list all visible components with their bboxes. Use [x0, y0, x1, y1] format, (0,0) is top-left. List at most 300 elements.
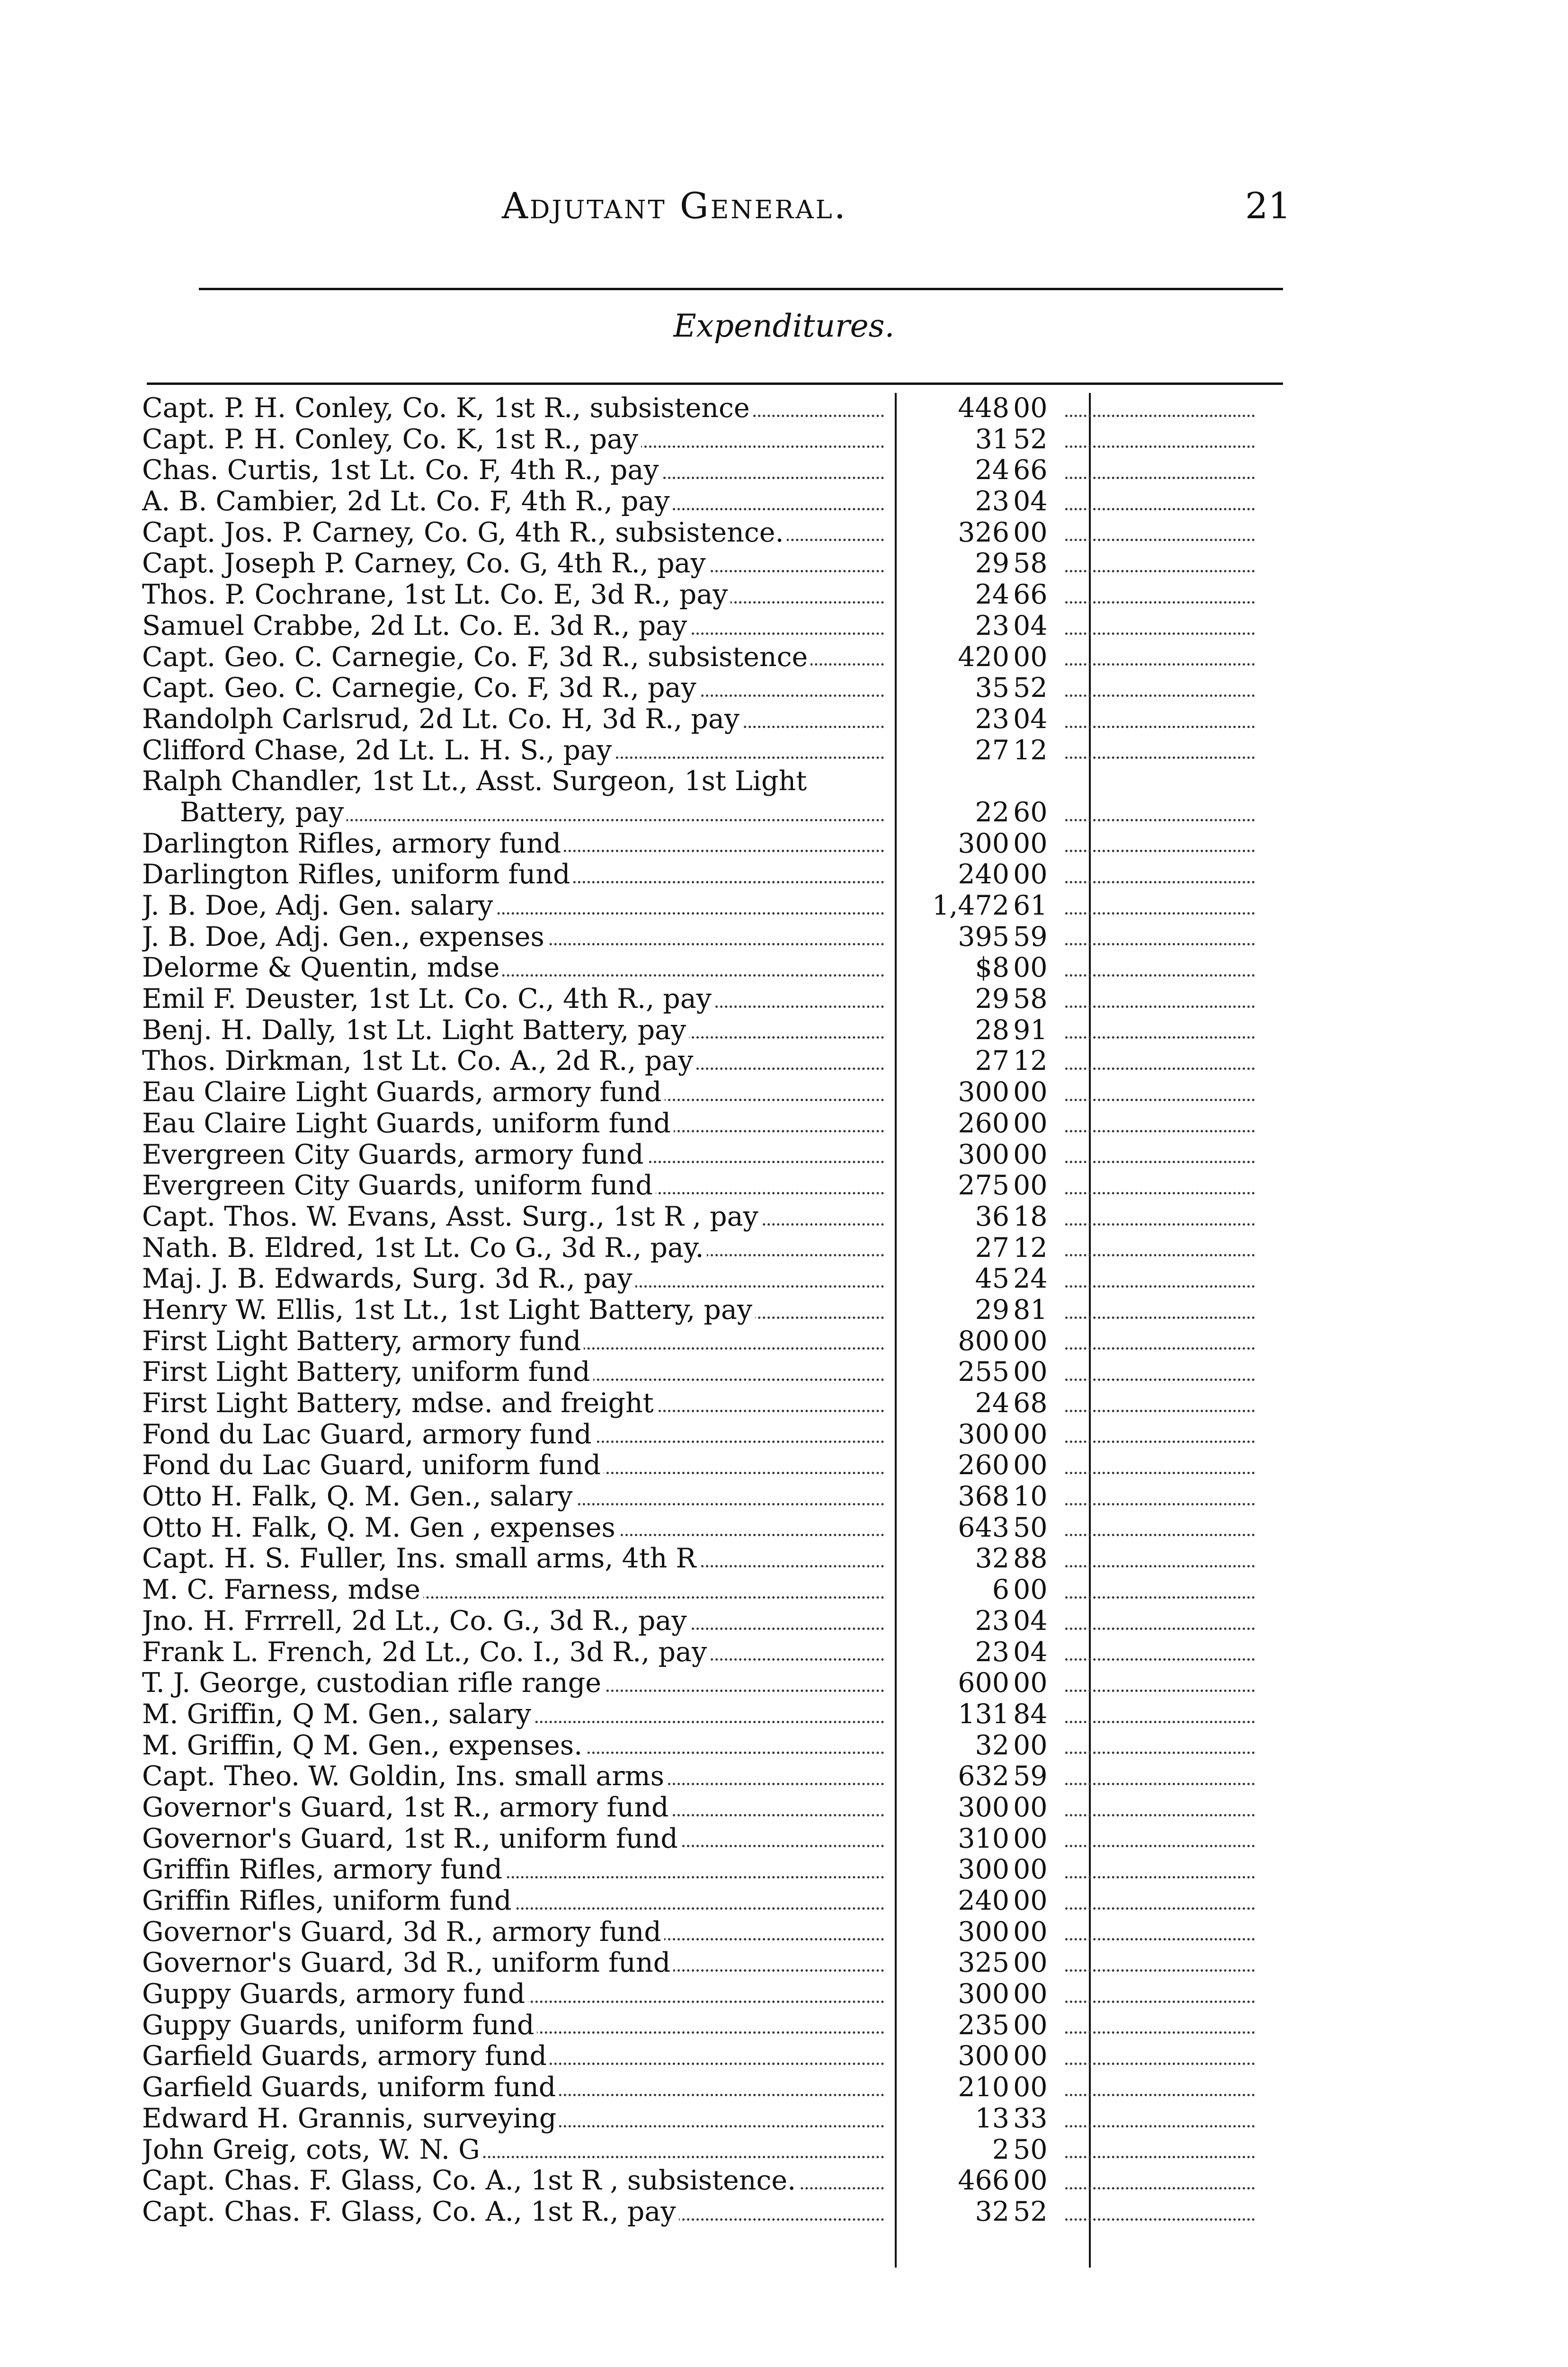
amount-dollars: 27 — [975, 734, 1009, 766]
total-column-leader — [1065, 1907, 1255, 1910]
table-row — [142, 642, 1278, 673]
table-row — [142, 1139, 1278, 1171]
amount-cents: 04 — [1013, 1605, 1048, 1637]
table-row — [142, 393, 1278, 424]
table-row — [142, 548, 1278, 579]
table-row — [142, 1886, 1278, 1917]
description-text: Fond du Lac Guard, uniform fund — [142, 1450, 604, 1481]
row-description — [142, 455, 890, 486]
description-text: Capt. Thos. W. Evans, Asst. Surg., 1st R , pay — [142, 1201, 761, 1232]
table-row — [142, 517, 1278, 549]
table-row — [142, 455, 1278, 486]
amount-dollars: 45 — [975, 1263, 1009, 1295]
description-text: Emil F. Deuster, 1st Lt. Co. C., 4th R., pay — [142, 984, 714, 1014]
row-description — [142, 1326, 890, 1357]
total-column-leader — [1065, 1938, 1255, 1940]
row-description — [142, 766, 890, 797]
description-text: J. B. Doe, Adj. Gen. salary — [142, 890, 496, 921]
total-column-leader — [1065, 819, 1255, 821]
total-column-leader — [1065, 1441, 1255, 1443]
amount-cents: 52 — [1013, 672, 1048, 704]
table-row — [142, 704, 1278, 735]
row-description — [142, 1015, 890, 1046]
amount-cents: 00 — [1013, 1885, 1048, 1916]
amount-dollars: 27 — [975, 1045, 1009, 1077]
table-row — [142, 1264, 1278, 1295]
description-text: Clifford Chase, 2d Lt. L. H. S., pay — [142, 735, 615, 766]
description-text: Capt. Chas. F. Glass, Co. A., 1st R., pay — [142, 2197, 679, 2227]
total-column-leader — [1065, 1814, 1255, 1816]
row-description — [142, 1761, 890, 1792]
table-row — [142, 1419, 1278, 1450]
total-column-leader — [1065, 1223, 1255, 1226]
amount-cents: 84 — [1013, 1698, 1048, 1730]
amount-cents: 00 — [1013, 2165, 1048, 2197]
amount-cents: 24 — [1013, 1263, 1048, 1295]
table-row — [142, 735, 1278, 766]
amount-cents: 59 — [1013, 1761, 1048, 1792]
description-text: Thos. P. Cochrane, 1st Lt. Co. E, 3d R., pay — [142, 579, 731, 610]
amount-cents: 00 — [1013, 392, 1048, 424]
table-row — [142, 2072, 1278, 2103]
amount-cents: 10 — [1013, 1481, 1048, 1513]
row-description — [142, 424, 890, 455]
description-text: Eau Claire Light Guards, armory fund — [142, 1077, 665, 1108]
total-column-leader — [1065, 1845, 1255, 1847]
description-text: Capt. P. H. Conley, Co. K, 1st R., pay — [142, 424, 641, 455]
table-row — [142, 1046, 1278, 1077]
description-text: M. Griffin, Q M. Gen., expenses. — [142, 1730, 585, 1761]
row-description — [142, 1699, 890, 1730]
amount-dollars: 800 — [958, 1325, 1009, 1357]
description-text: Chas. Curtis, 1st Lt. Co. F, 4th R., pay — [142, 455, 662, 486]
amount-dollars: 643 — [958, 1512, 1009, 1543]
amount-cents: 00 — [1013, 1139, 1048, 1170]
amount-cents: 00 — [1013, 1729, 1048, 1761]
amount-dollars: 210 — [958, 2072, 1009, 2103]
table-row — [142, 1606, 1278, 1637]
row-description — [142, 922, 890, 953]
amount-dollars: 31 — [975, 423, 1009, 455]
description-text: T. J. George, custodian rifle range — [142, 1668, 604, 1699]
amount-cents: 00 — [1013, 2072, 1048, 2103]
row-description — [142, 2197, 890, 2228]
amount-dollars: 23 — [975, 703, 1009, 735]
description-text: Governor's Guard, 3d R., uniform fund — [142, 1948, 673, 1978]
row-description — [142, 1077, 890, 1108]
total-column-leader — [1065, 1379, 1255, 1381]
row-description — [142, 1170, 890, 1201]
row-description — [142, 1139, 890, 1171]
description-text: A. B. Cambier, 2d Lt. Co. F, 4th R., pay — [142, 486, 673, 517]
amount-dollars: 300 — [958, 1139, 1009, 1170]
total-column-leader — [1065, 2156, 1255, 2158]
total-column-leader — [1065, 570, 1255, 572]
amount-cents: 66 — [1013, 454, 1048, 486]
total-column-leader — [1065, 1192, 1255, 1194]
total-column-leader — [1065, 1876, 1255, 1878]
row-description — [142, 548, 890, 579]
amount-cents: 00 — [1013, 1854, 1048, 1886]
amount-dollars: 24 — [975, 454, 1009, 486]
description-text: Fond du Lac Guard, armory fund — [142, 1419, 595, 1450]
amount-cents: 00 — [1013, 1667, 1048, 1699]
amount-dollars: 300 — [958, 1418, 1009, 1450]
table-row — [142, 952, 1278, 984]
total-column-leader — [1065, 1068, 1255, 1070]
description-text: Darlington Rifles, uniform fund — [142, 859, 573, 890]
table-row — [142, 1979, 1278, 2010]
amount-cents: 00 — [1013, 1418, 1048, 1450]
total-column-leader — [1065, 1472, 1255, 1474]
amount-cents: 68 — [1013, 1388, 1048, 1419]
amount-cents: 60 — [1013, 796, 1048, 828]
table-row — [142, 2103, 1278, 2135]
row-description — [142, 1481, 890, 1513]
description-text: Griffin Rifles, armory fund — [142, 1854, 505, 1885]
table-row — [142, 1575, 1278, 1606]
amount-dollars: 240 — [958, 859, 1009, 890]
running-header — [0, 185, 1568, 237]
description-text: M. Griffin, Q M. Gen., salary — [142, 1699, 534, 1730]
description-text: Samuel Crabbe, 2d Lt. Co. E. 3d R., pay — [142, 611, 690, 641]
amount-dollars: 260 — [958, 1450, 1009, 1481]
total-column-leader — [1065, 726, 1255, 728]
row-description — [142, 1824, 890, 1855]
description-text: Guppy Guards, uniform fund — [142, 2010, 537, 2041]
amount-dollars: 27 — [975, 1232, 1009, 1264]
amount-dollars: 300 — [958, 1077, 1009, 1108]
amount-cents: 04 — [1013, 486, 1048, 517]
description-text: First Light Battery, mdse. and freight — [142, 1388, 657, 1419]
table-row — [142, 579, 1278, 611]
total-column-leader — [1065, 2187, 1255, 2189]
total-column-leader — [1065, 1006, 1255, 1008]
amount-dollars: 300 — [958, 1791, 1009, 1823]
total-column-leader — [1065, 1130, 1255, 1132]
row-description — [142, 1917, 890, 1948]
table-row — [142, 922, 1278, 953]
amount-dollars: 32 — [975, 1543, 1009, 1575]
row-description — [142, 579, 890, 611]
total-column-leader — [1065, 1969, 1255, 1972]
amount-cents: 88 — [1013, 1543, 1048, 1575]
amount-cents: 18 — [1013, 1201, 1048, 1232]
table-row — [142, 1637, 1278, 1668]
amount-cents: 00 — [1013, 1077, 1048, 1108]
amount-dollars: 32 — [975, 1729, 1009, 1761]
row-description — [142, 1792, 890, 1824]
description-text: Capt. Jos. P. Carney, Co. G, 4th R., subsistence. — [142, 517, 787, 548]
total-column-leader — [1065, 1036, 1255, 1039]
description-text: Edward H. Grannis, surveying — [142, 2103, 559, 2134]
amount-cents: 59 — [1013, 921, 1048, 952]
total-column-leader — [1065, 1161, 1255, 1163]
total-column-leader — [1065, 1099, 1255, 1101]
amount-dollars: 32 — [975, 2196, 1009, 2227]
table-row — [142, 1854, 1278, 1886]
amount-dollars: 300 — [958, 828, 1009, 859]
total-column-leader — [1065, 850, 1255, 852]
table-row — [142, 1668, 1278, 1699]
row-description — [142, 704, 890, 735]
amount-cents: 00 — [1013, 1978, 1048, 2010]
total-column-leader — [1065, 1658, 1255, 1661]
amount-dollars: 36 — [975, 1201, 1009, 1232]
amount-cents: 00 — [1013, 828, 1048, 859]
table-row — [142, 2010, 1278, 2041]
row-description — [142, 1201, 890, 1233]
description-text: Capt. Joseph P. Carney, Co. G, 4th R., pay — [142, 548, 709, 579]
total-column-leader — [1065, 2063, 1255, 2065]
table-row — [142, 1761, 1278, 1792]
row-description — [142, 2165, 890, 2197]
table-row — [142, 1699, 1278, 1730]
amount-cents: 00 — [1013, 1574, 1048, 1606]
amount-cents: 81 — [1013, 1294, 1048, 1326]
amount-dollars: 235 — [958, 2009, 1009, 2041]
row-description — [142, 890, 890, 922]
table-row — [142, 1917, 1278, 1948]
total-column-leader — [1065, 943, 1255, 945]
total-column-leader — [1065, 477, 1255, 479]
description-text: First Light Battery, uniform fund — [142, 1357, 593, 1388]
amount-dollars: 23 — [975, 1636, 1009, 1668]
amount-dollars: 395 — [958, 921, 1009, 952]
amount-cents: 00 — [1013, 1107, 1048, 1139]
amount-cents: 00 — [1013, 641, 1048, 673]
amount-cents: 00 — [1013, 516, 1048, 548]
amount-dollars: 448 — [958, 392, 1009, 424]
row-description — [142, 1388, 890, 1419]
amount-dollars: $8 — [975, 952, 1009, 984]
amount-dollars: 13 — [975, 2102, 1009, 2134]
table-row — [142, 828, 1278, 860]
amount-cents: 12 — [1013, 1232, 1048, 1264]
amount-dollars: 600 — [958, 1667, 1009, 1699]
amount-dollars: 310 — [958, 1823, 1009, 1854]
total-column-leader — [1065, 974, 1255, 977]
amount-cents: 00 — [1013, 1791, 1048, 1823]
amount-cents: 04 — [1013, 1636, 1048, 1668]
table-row — [142, 2135, 1278, 2166]
table-row — [142, 1481, 1278, 1513]
description-text: Capt. Theo. W. Goldin, Ins. small arms — [142, 1761, 667, 1792]
table-row — [142, 1077, 1278, 1108]
amount-dollars: 260 — [958, 1107, 1009, 1139]
amount-dollars: 23 — [975, 486, 1009, 517]
row-description — [142, 828, 890, 860]
row-description — [142, 1668, 890, 1699]
total-column-leader — [1065, 2094, 1255, 2096]
row-description — [142, 735, 890, 766]
amount-dollars: 131 — [958, 1698, 1009, 1730]
description-text: Capt. Geo. C. Carnegie, Co. F, 3d R., pay — [142, 673, 699, 703]
row-description — [142, 1854, 890, 1886]
total-column-leader — [1065, 2031, 1255, 2034]
description-text: Eau Claire Light Guards, uniform fund — [142, 1108, 674, 1139]
table-row — [142, 1108, 1278, 1139]
amount-cents: 58 — [1013, 548, 1048, 579]
row-description — [142, 2041, 890, 2072]
description-text: Jno. H. Frrrell, 2d Lt., Co. G., 3d R., pay — [142, 1606, 690, 1637]
amount-cents: 12 — [1013, 734, 1048, 766]
amount-cents: 00 — [1013, 952, 1048, 984]
row-description — [142, 2072, 890, 2103]
description-text: Governor's Guard, 1st R., uniform fund — [142, 1824, 681, 1854]
amount-dollars: 22 — [975, 796, 1009, 828]
row-description — [142, 1264, 890, 1295]
amount-dollars: 6 — [992, 1574, 1009, 1606]
description-text: Henry W. Ellis, 1st Lt., 1st Light Battery, pay — [142, 1295, 755, 1326]
row-description — [142, 642, 890, 673]
table-row — [142, 1326, 1278, 1357]
row-description — [142, 1046, 890, 1077]
table-row — [142, 1233, 1278, 1264]
amount-cents: 00 — [1013, 2009, 1048, 2041]
row-description — [142, 1886, 890, 1917]
page-title: Adjutant General. — [502, 185, 847, 227]
amount-cents: 00 — [1013, 1947, 1048, 1979]
amount-cents: 61 — [1013, 890, 1048, 921]
row-description — [142, 486, 890, 517]
total-column-leader — [1065, 632, 1255, 635]
table-row — [142, 1792, 1278, 1824]
amount-cents: 52 — [1013, 423, 1048, 455]
total-column-leader — [1065, 1317, 1255, 1319]
row-description — [142, 2010, 890, 2041]
description-text: Delorme & Quentin, mdse — [142, 952, 502, 983]
description-text: Battery, pay — [180, 797, 347, 828]
table-row — [142, 1948, 1278, 1979]
amount-cents: 00 — [1013, 1325, 1048, 1357]
total-column-leader — [1065, 663, 1255, 666]
table-row — [142, 1357, 1278, 1388]
table-row — [142, 1170, 1278, 1201]
amount-cents: 00 — [1013, 1356, 1048, 1388]
table-row — [142, 984, 1278, 1015]
description-text: Benj. H. Dally, 1st Lt. Light Battery, pay — [142, 1015, 689, 1046]
amount-cents: 00 — [1013, 1170, 1048, 1201]
table-row — [142, 673, 1278, 704]
amount-dollars: 300 — [958, 1916, 1009, 1948]
total-column-leader — [1065, 912, 1255, 915]
amount-dollars: 29 — [975, 983, 1009, 1015]
description-text: Evergreen City Guards, armory fund — [142, 1139, 647, 1170]
description-text: Garfield Guards, uniform fund — [142, 2072, 559, 2103]
description-text: Evergreen City Guards, uniform fund — [142, 1170, 656, 1201]
total-column-leader — [1065, 1534, 1255, 1536]
section-title: Expenditures. — [673, 308, 895, 344]
row-description — [142, 1108, 890, 1139]
row-description — [142, 984, 890, 1015]
row-description — [142, 2103, 890, 2135]
amount-dollars: 23 — [975, 610, 1009, 641]
amount-cents: 50 — [1013, 1512, 1048, 1543]
amount-dollars: 300 — [958, 2040, 1009, 2072]
description-text: M. C. Farness, mdse — [142, 1575, 423, 1605]
amount-cents: 50 — [1013, 2134, 1048, 2165]
total-column-leader — [1065, 881, 1255, 883]
section-rule — [147, 383, 1283, 385]
row-description — [142, 1450, 890, 1481]
amount-dollars: 29 — [975, 548, 1009, 579]
total-column-leader — [1065, 2218, 1255, 2221]
amount-dollars: 2 — [992, 2134, 1009, 2165]
description-text: Governor's Guard, 1st R., armory fund — [142, 1792, 672, 1823]
amount-dollars: 420 — [958, 641, 1009, 673]
amount-dollars: 24 — [975, 579, 1009, 611]
total-column-leader — [1065, 1596, 1255, 1599]
description-text: Nath. B. Eldred, 1st Lt. Co G., 3d R., pay. — [142, 1233, 707, 1264]
amount-cents: 00 — [1013, 859, 1048, 890]
total-column-leader — [1065, 1254, 1255, 1256]
description-text: Griffin Rifles, uniform fund — [142, 1886, 514, 1916]
amount-dollars: 28 — [975, 1014, 1009, 1046]
row-description — [142, 1295, 890, 1326]
table-row — [142, 1295, 1278, 1326]
table-row — [142, 766, 1278, 797]
table-row — [142, 1015, 1278, 1046]
total-column-leader — [1065, 2125, 1255, 2127]
header-rule — [199, 288, 1283, 290]
table-row — [142, 2041, 1278, 2072]
row-description — [142, 1730, 890, 1762]
table-row — [142, 424, 1278, 455]
description-text: Frank L. French, 2d Lt., Co. I., 3d R., pay — [142, 1637, 710, 1668]
description-text: Governor's Guard, 3d R., armory fund — [142, 1917, 664, 1948]
row-description — [142, 611, 890, 642]
description-text: Thos. Dirkman, 1st Lt. Co. A., 2d R., pay — [142, 1046, 696, 1077]
description-text: Darlington Rifles, armory fund — [142, 828, 564, 859]
amount-cents: 00 — [1013, 1823, 1048, 1854]
table-row — [142, 890, 1278, 922]
description-text: Capt. H. S. Fuller, Ins. small arms, 4th R — [142, 1543, 699, 1574]
total-column-leader — [1065, 1628, 1255, 1630]
row-description — [142, 1575, 890, 1606]
total-column-leader — [1065, 1410, 1255, 1412]
description-text: Capt. P. H. Conley, Co. K, 1st R., subsistence — [142, 393, 753, 424]
description-text: Ralph Chandler, 1st Lt., Asst. Surgeon, 1st Light — [142, 766, 810, 797]
description-text: Maj. J. B. Edwards, Surg. 3d R., pay — [142, 1264, 635, 1294]
amount-dollars: 466 — [958, 2165, 1009, 2197]
amount-cents: 00 — [1013, 1450, 1048, 1481]
description-text: Capt. Chas. F. Glass, Co. A., 1st R , subsistence. — [142, 2165, 799, 2196]
expenditures-table — [142, 393, 1278, 2228]
total-column-leader — [1065, 1783, 1255, 1785]
amount-dollars: 29 — [975, 1294, 1009, 1326]
row-description — [142, 1233, 890, 1264]
amount-dollars: 300 — [958, 1854, 1009, 1886]
total-column-leader — [1065, 2001, 1255, 2003]
amount-cents: 04 — [1013, 703, 1048, 735]
amount-cents: 04 — [1013, 610, 1048, 641]
page-number: 21 — [1245, 185, 1291, 227]
row-description — [142, 859, 890, 890]
amount-dollars: 255 — [958, 1356, 1009, 1388]
total-column-leader — [1065, 1752, 1255, 1754]
amount-dollars: 23 — [975, 1605, 1009, 1637]
total-column-leader — [1065, 756, 1255, 759]
total-column-leader — [1065, 1285, 1255, 1288]
amount-cents: 00 — [1013, 1916, 1048, 1948]
table-row — [142, 1201, 1278, 1233]
total-column-leader — [1065, 1347, 1255, 1350]
description-text: John Greig, cots, W. N. G — [142, 2135, 483, 2165]
amount-dollars: 325 — [958, 1947, 1009, 1979]
description-text: First Light Battery, armory fund — [142, 1326, 584, 1357]
table-row — [142, 611, 1278, 642]
